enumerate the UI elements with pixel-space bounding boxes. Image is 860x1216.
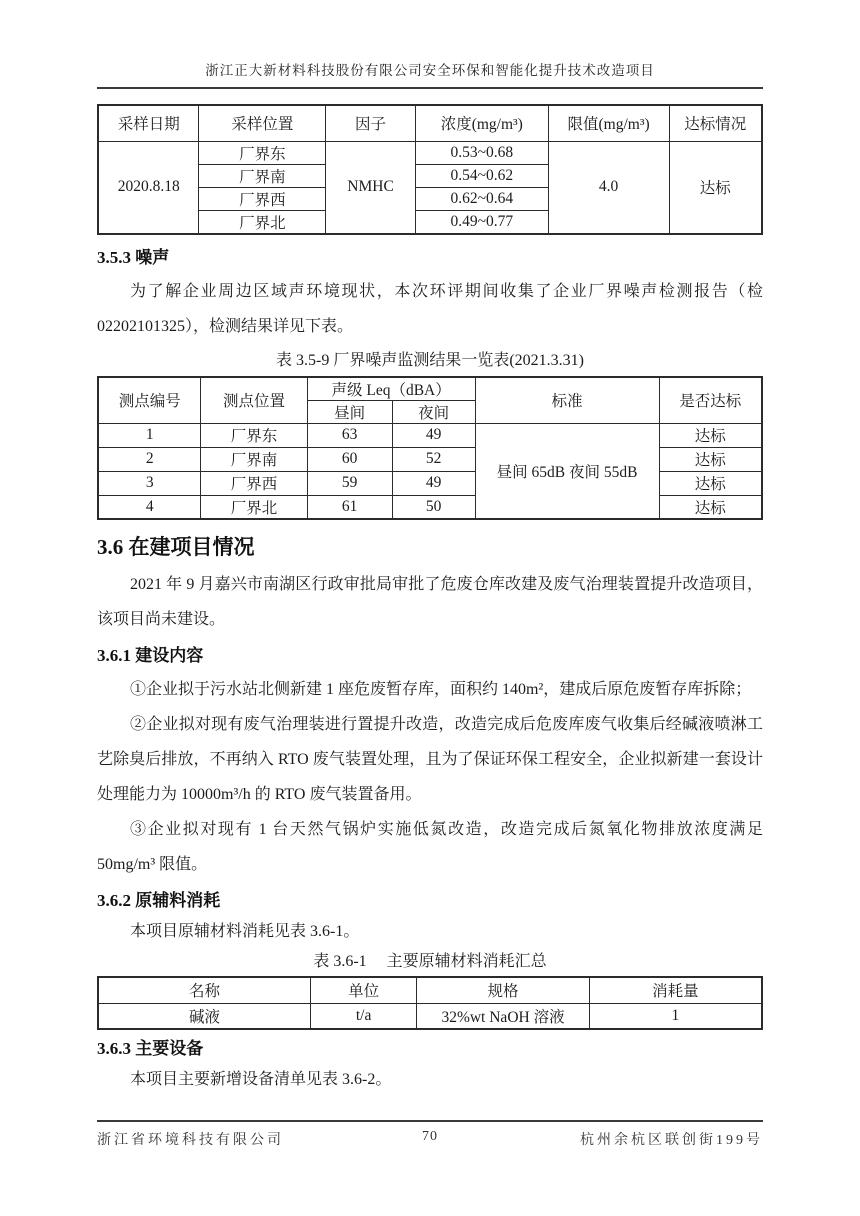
section-3-6-1-paragraph-2: ②企业拟对现有废气治理装进行置提升改造，改造完成后危废库废气收集后经碱液喷淋工艺除臭后排放，不再纳入 RTO 废气装置处理，且为了保证环保工程安全，企业拟新建一套设计处理能力为 10000m³/h 的 RTO 废气装置备用。 xyxy=(97,716,763,803)
cell-name: 碱液 xyxy=(98,1003,310,1029)
cell-concentration: 0.54~0.62 xyxy=(415,164,548,187)
header-compliance: 达标情况 xyxy=(669,105,762,141)
header-daytime: 昼间 xyxy=(307,400,392,423)
section-3-6-3-heading: 3.6.3 主要设备 xyxy=(97,1039,204,1058)
cell-compliance: 达标 xyxy=(669,141,762,234)
page-number: 70 xyxy=(422,1129,438,1144)
section-3-6-2-heading: 3.6.2 原辅料消耗 xyxy=(97,891,221,910)
cell-concentration: 0.49~0.77 xyxy=(415,210,548,234)
section-3-6-1-paragraph-3: ③企业拟对现有 1 台天然气锅炉实施低氮改造，改造完成后氮氧化物排放浓度满足 50mg/m³ 限值。 xyxy=(97,821,763,873)
materials-consumption-table xyxy=(97,976,763,1030)
table-header-row xyxy=(98,105,762,141)
cell-position: 厂界西 xyxy=(199,187,326,210)
noise-table-caption: 表 3.5-9 厂界噪声监测结果一览表(2021.3.31) xyxy=(276,351,584,369)
cell-no: 1 xyxy=(98,423,201,447)
section-3-6-heading: 3.6 在建项目情况 xyxy=(97,535,255,559)
table-row xyxy=(98,447,762,471)
cell-position: 厂界南 xyxy=(199,164,326,187)
cell-position: 厂界南 xyxy=(201,447,307,471)
header-spec: 规格 xyxy=(417,977,590,1003)
footer-address: 杭州余杭区联创街199号 xyxy=(580,1133,763,1148)
header-point-position: 测点位置 xyxy=(201,377,307,424)
header-amount: 消耗量 xyxy=(589,977,762,1003)
cell-day: 60 xyxy=(307,447,392,471)
section-3-6-paragraph: 2021 年 9 月嘉兴市南湖区行政审批局审批了危废仓库改建及废气治理装置提升改造项目，该项目尚未建设。 xyxy=(97,576,763,628)
cell-day: 61 xyxy=(307,495,392,519)
cell-no: 2 xyxy=(98,447,201,471)
cell-compliance: 达标 xyxy=(659,495,762,519)
cell-night: 49 xyxy=(392,423,475,447)
cell-compliance: 达标 xyxy=(659,423,762,447)
cell-position: 厂界北 xyxy=(199,210,326,234)
cell-compliance: 达标 xyxy=(659,447,762,471)
header-sampling-position: 采样位置 xyxy=(199,105,326,141)
cell-position: 厂界北 xyxy=(201,495,307,519)
section-3-6-3-paragraph: 本项目主要新增设备清单见表 3.6-2。 xyxy=(130,1071,392,1088)
cell-limit: 4.0 xyxy=(548,141,669,234)
cell-unit: t/a xyxy=(310,1003,416,1029)
table-row xyxy=(98,471,762,495)
header-rule xyxy=(97,87,763,89)
cell-concentration: 0.53~0.68 xyxy=(415,141,548,164)
header-standard: 标准 xyxy=(475,377,659,424)
header-compliance: 是否达标 xyxy=(659,377,762,424)
cell-no: 3 xyxy=(98,471,201,495)
cell-standard: 昼间 65dB 夜间 55dB xyxy=(475,423,659,519)
header-name: 名称 xyxy=(98,977,310,1003)
cell-no: 4 xyxy=(98,495,201,519)
cell-position: 厂界西 xyxy=(201,471,307,495)
header-sampling-date: 采样日期 xyxy=(98,105,199,141)
cell-compliance: 达标 xyxy=(659,471,762,495)
cell-spec: 32%wt NaOH 溶液 xyxy=(417,1003,590,1029)
section-3-5-3-paragraph: 为了解企业周边区域声环境现状，本次环评期间收集了企业厂界噪声检测报告（检02202101325），检测结果详见下表。 xyxy=(97,282,763,335)
cell-amount: 1 xyxy=(589,1003,762,1029)
header-limit: 限值(mg/m³) xyxy=(548,105,669,141)
footer-company: 浙江省环境科技有限公司 xyxy=(97,1133,284,1148)
page-footer xyxy=(97,1120,763,1149)
table-row xyxy=(98,495,762,519)
cell-day: 63 xyxy=(307,423,392,447)
cell-night: 50 xyxy=(392,495,475,519)
section-3-5-3-heading: 3.5.3 噪声 xyxy=(97,247,170,267)
section-3-6-2-paragraph: 本项目原辅材料消耗见表 3.6-1。 xyxy=(130,923,360,940)
cell-position: 厂界东 xyxy=(201,423,307,447)
cell-concentration: 0.62~0.64 xyxy=(415,187,548,210)
table-row xyxy=(98,1003,762,1029)
cell-night: 52 xyxy=(392,447,475,471)
header-factor: 因子 xyxy=(326,105,416,141)
materials-table-caption: 表 3.6-1 主要原辅材料消耗汇总 xyxy=(313,953,547,970)
cell-day: 59 xyxy=(307,471,392,495)
cell-night: 49 xyxy=(392,471,475,495)
cell-position: 厂界东 xyxy=(199,141,326,164)
section-3-6-1-paragraph-1: ①企业拟于污水站北侧新建 1 座危废暂存库，面积约 140m²，建成后原危废暂存库拆除； xyxy=(130,681,752,698)
header-nighttime: 夜间 xyxy=(392,400,475,423)
table-header-row xyxy=(98,977,762,1003)
table-row xyxy=(98,141,762,164)
header-point-no: 测点编号 xyxy=(98,377,201,424)
header-concentration: 浓度(mg/m³) xyxy=(415,105,548,141)
sampling-results-table xyxy=(97,104,763,235)
cell-sampling-date: 2020.8.18 xyxy=(98,141,199,234)
header-leq-group: 声级 Leq（dBA） xyxy=(307,377,475,401)
section-3-6-1-heading: 3.6.1 建设内容 xyxy=(97,646,204,665)
running-header-title: 浙江正大新材料科技股份有限公司安全环保和智能化提升技术改造项目 xyxy=(205,63,655,78)
noise-monitoring-table xyxy=(97,376,763,521)
header-unit: 单位 xyxy=(310,977,416,1003)
cell-factor: NMHC xyxy=(326,141,416,234)
table-row xyxy=(98,423,762,447)
table-header-row xyxy=(98,377,762,401)
